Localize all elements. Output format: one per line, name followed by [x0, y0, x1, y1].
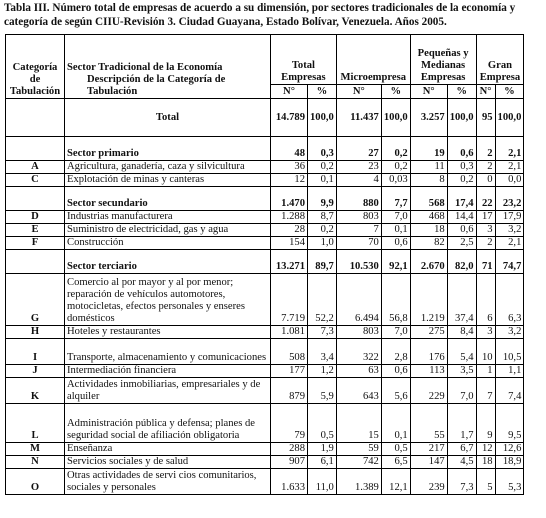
micro-n: 7 — [336, 224, 381, 237]
pym-pct: 17,4 — [447, 187, 476, 211]
total-n: 79 — [271, 404, 308, 443]
row-code: O — [6, 469, 65, 495]
gran-n: 22 — [476, 187, 495, 211]
row-code: E — [6, 224, 65, 237]
pym-n: 11 — [410, 161, 447, 174]
micro-n: 27 — [336, 137, 381, 161]
row-description: Administración pública y defensa; planes de seguridad social de afiliación obligatoria — [65, 404, 271, 443]
row-code — [6, 137, 65, 161]
total-pct: 0,1 — [308, 174, 337, 187]
pym-n: 82 — [410, 237, 447, 250]
pym-pct: 7,3 — [447, 469, 476, 495]
table-row — [6, 378, 524, 404]
row-code: I — [6, 339, 65, 365]
gran-pct: 3,2 — [495, 224, 524, 237]
total-n: 288 — [271, 443, 308, 456]
header-n: N° — [410, 85, 447, 99]
row-description: Actividades inmobiliarias, empresariales y de alquiler — [65, 378, 271, 404]
total-pct: 1,0 — [308, 237, 337, 250]
total-pct: 0,5 — [308, 404, 337, 443]
pym-pct: 0,3 — [447, 161, 476, 174]
row-code: N — [6, 456, 65, 469]
gran-n: 12 — [476, 443, 495, 456]
total-n: 14.789 — [271, 99, 308, 137]
header-n: N° — [476, 85, 495, 99]
gran-pct: 2,1 — [495, 237, 524, 250]
total-pct: 52,2 — [308, 274, 337, 326]
table-row — [6, 237, 524, 250]
gran-n: 5 — [476, 469, 495, 495]
row-description: Sector secundario — [65, 187, 271, 211]
pym-n: 1.219 — [410, 274, 447, 326]
row-description: Comercio al por mayor y al por menor; reparación de vehículos automotores, motocicletas, efectos personales y enseres domésticos — [65, 274, 271, 326]
header-pct: % — [495, 85, 524, 99]
total-pct: 89,7 — [308, 250, 337, 274]
pym-pct: 4,5 — [447, 456, 476, 469]
table-row — [6, 469, 524, 495]
row-code: J — [6, 365, 65, 378]
gran-n: 10 — [476, 339, 495, 365]
row-description: Otras actividades de servi cios comunitarios, sociales y personales — [65, 469, 271, 495]
total-n: 13.271 — [271, 250, 308, 274]
table-row — [6, 339, 524, 365]
row-code: H — [6, 326, 65, 339]
pym-n: 147 — [410, 456, 447, 469]
row-description: Servicios sociales y de salud — [65, 456, 271, 469]
pym-pct: 7,0 — [447, 378, 476, 404]
total-n: 12 — [271, 174, 308, 187]
total-n: 28 — [271, 224, 308, 237]
gran-n: 7 — [476, 378, 495, 404]
header-sector — [65, 35, 271, 99]
pym-n: 55 — [410, 404, 447, 443]
header-sector-line1: Sector Tradicional de la Economía — [67, 62, 223, 73]
pym-n: 3.257 — [410, 99, 447, 137]
total-n: 7.719 — [271, 274, 308, 326]
row-description: Construcción — [65, 237, 271, 250]
gran-pct: 0,0 — [495, 174, 524, 187]
row-description: Sector terciario — [65, 250, 271, 274]
pym-n: 568 — [410, 187, 447, 211]
micro-n: 59 — [336, 443, 381, 456]
table-row — [6, 365, 524, 378]
micro-pct: 0,6 — [381, 237, 410, 250]
micro-n: 880 — [336, 187, 381, 211]
micro-n: 4 — [336, 174, 381, 187]
total-pct: 7,3 — [308, 326, 337, 339]
row-code: D — [6, 211, 65, 224]
total-pct: 5,9 — [308, 378, 337, 404]
pym-n: 229 — [410, 378, 447, 404]
gran-pct: 5,3 — [495, 469, 524, 495]
gran-n: 9 — [476, 404, 495, 443]
gran-n: 2 — [476, 161, 495, 174]
gran-n: 95 — [476, 99, 495, 137]
gran-pct: 7,4 — [495, 378, 524, 404]
micro-pct: 100,0 — [381, 99, 410, 137]
micro-pct: 5,6 — [381, 378, 410, 404]
gran-pct: 100,0 — [495, 99, 524, 137]
pym-n: 113 — [410, 365, 447, 378]
total-pct: 0,2 — [308, 224, 337, 237]
total-n: 1.633 — [271, 469, 308, 495]
micro-pct: 12,1 — [381, 469, 410, 495]
header-n: N° — [336, 85, 381, 99]
micro-n: 10.530 — [336, 250, 381, 274]
row-description: Hoteles y restaurantes — [65, 326, 271, 339]
row-description: Total — [65, 99, 271, 137]
table-row — [6, 174, 524, 187]
header-gran: Gran Empresa — [476, 35, 524, 85]
row-code: F — [6, 237, 65, 250]
micro-pct: 0,1 — [381, 224, 410, 237]
table-row — [6, 443, 524, 456]
gran-pct: 1,1 — [495, 365, 524, 378]
pym-n: 176 — [410, 339, 447, 365]
micro-n: 803 — [336, 211, 381, 224]
total-pct: 1,9 — [308, 443, 337, 456]
pym-n: 8 — [410, 174, 447, 187]
gran-n: 17 — [476, 211, 495, 224]
pym-pct: 0,2 — [447, 174, 476, 187]
pym-n: 18 — [410, 224, 447, 237]
row-description: Suministro de electricidad, gas y agua — [65, 224, 271, 237]
pym-n: 275 — [410, 326, 447, 339]
pym-n: 468 — [410, 211, 447, 224]
table-row-sector — [6, 187, 524, 211]
header-pct: % — [447, 85, 476, 99]
pym-pct: 3,5 — [447, 365, 476, 378]
data-table — [5, 34, 524, 495]
gran-pct: 12,6 — [495, 443, 524, 456]
table-row — [6, 456, 524, 469]
row-description: Explotación de minas y canteras — [65, 174, 271, 187]
pym-pct: 100,0 — [447, 99, 476, 137]
micro-pct: 92,1 — [381, 250, 410, 274]
table-row-total — [6, 99, 524, 137]
total-n: 1.470 — [271, 187, 308, 211]
header-pym: Pequeñas y Medianas Empresas — [410, 35, 476, 85]
row-code: L — [6, 404, 65, 443]
micro-n: 11.437 — [336, 99, 381, 137]
header-total: Total Empresas — [271, 35, 337, 85]
pym-n: 217 — [410, 443, 447, 456]
row-code: K — [6, 378, 65, 404]
total-pct: 3,4 — [308, 339, 337, 365]
gran-n: 3 — [476, 326, 495, 339]
total-pct: 1,2 — [308, 365, 337, 378]
pym-pct: 8,4 — [447, 326, 476, 339]
table-row-sector — [6, 250, 524, 274]
gran-n: 1 — [476, 365, 495, 378]
micro-pct: 7,0 — [381, 326, 410, 339]
micro-n: 70 — [336, 237, 381, 250]
micro-n: 23 — [336, 161, 381, 174]
gran-n: 2 — [476, 137, 495, 161]
table-row — [6, 404, 524, 443]
micro-pct: 0,03 — [381, 174, 410, 187]
gran-pct: 18,9 — [495, 456, 524, 469]
total-n: 1.081 — [271, 326, 308, 339]
gran-pct: 6,3 — [495, 274, 524, 326]
micro-pct: 6,5 — [381, 456, 410, 469]
gran-n: 6 — [476, 274, 495, 326]
header-categoria: Categoría de Tabulación — [6, 35, 65, 99]
total-n: 48 — [271, 137, 308, 161]
gran-pct: 2,1 — [495, 161, 524, 174]
total-n: 907 — [271, 456, 308, 469]
row-code: C — [6, 174, 65, 187]
gran-pct: 74,7 — [495, 250, 524, 274]
table-row — [6, 211, 524, 224]
table-row-sector — [6, 137, 524, 161]
gran-n: 2 — [476, 237, 495, 250]
micro-pct: 0,5 — [381, 443, 410, 456]
pym-pct: 82,0 — [447, 250, 476, 274]
micro-n: 6.494 — [336, 274, 381, 326]
row-description: Sector primario — [65, 137, 271, 161]
gran-pct: 10,5 — [495, 339, 524, 365]
header-sector-line2: Descripción de la Categoría de Tabulación — [87, 74, 226, 97]
micro-pct: 0,2 — [381, 137, 410, 161]
total-n: 36 — [271, 161, 308, 174]
header-pct: % — [381, 85, 410, 99]
gran-n: 18 — [476, 456, 495, 469]
pym-pct: 0,6 — [447, 224, 476, 237]
total-pct: 11,0 — [308, 469, 337, 495]
table-row — [6, 161, 524, 174]
total-pct: 6,1 — [308, 456, 337, 469]
row-code — [6, 187, 65, 211]
gran-n: 71 — [476, 250, 495, 274]
micro-pct: 2,8 — [381, 339, 410, 365]
total-n: 879 — [271, 378, 308, 404]
total-pct: 0,2 — [308, 161, 337, 174]
total-pct: 9,9 — [308, 187, 337, 211]
micro-n: 15 — [336, 404, 381, 443]
gran-n: 3 — [476, 224, 495, 237]
pym-pct: 2,5 — [447, 237, 476, 250]
micro-n: 1.389 — [336, 469, 381, 495]
gran-pct: 23,2 — [495, 187, 524, 211]
micro-pct: 0,2 — [381, 161, 410, 174]
micro-n: 742 — [336, 456, 381, 469]
micro-pct: 56,8 — [381, 274, 410, 326]
total-n: 177 — [271, 365, 308, 378]
pym-n: 239 — [410, 469, 447, 495]
pym-pct: 6,7 — [447, 443, 476, 456]
total-n: 1.288 — [271, 211, 308, 224]
gran-pct: 17,9 — [495, 211, 524, 224]
total-n: 508 — [271, 339, 308, 365]
micro-pct: 0,6 — [381, 365, 410, 378]
row-description: Intermediación financiera — [65, 365, 271, 378]
row-description: Agricultura, ganadería, caza y silvicultura — [65, 161, 271, 174]
pym-n: 19 — [410, 137, 447, 161]
micro-n: 643 — [336, 378, 381, 404]
total-pct: 0,3 — [308, 137, 337, 161]
pym-pct: 1,7 — [447, 404, 476, 443]
micro-n: 803 — [336, 326, 381, 339]
micro-pct: 0,1 — [381, 404, 410, 443]
pym-pct: 14,4 — [447, 211, 476, 224]
row-description: Enseñanza — [65, 443, 271, 456]
header-micro: Microempresa — [336, 35, 410, 85]
table-caption: Tabla III. Número total de empresas de acuerdo a su dimensión, por sectores tradicionales de la economía y categoría de según CIIU-Revisión 3. Ciudad Guayana, Estado Bolívar, Venezuela. Años 2005. — [4, 2, 516, 28]
total-pct: 8,7 — [308, 211, 337, 224]
micro-n: 63 — [336, 365, 381, 378]
gran-pct: 3,2 — [495, 326, 524, 339]
row-code — [6, 99, 65, 137]
row-code: A — [6, 161, 65, 174]
micro-n: 322 — [336, 339, 381, 365]
micro-pct: 7,7 — [381, 187, 410, 211]
row-code — [6, 250, 65, 274]
table-row — [6, 274, 524, 326]
row-code: M — [6, 443, 65, 456]
pym-pct: 0,6 — [447, 137, 476, 161]
gran-pct: 9,5 — [495, 404, 524, 443]
header-n: N° — [271, 85, 308, 99]
header-pct: % — [308, 85, 337, 99]
total-pct: 100,0 — [308, 99, 337, 137]
micro-pct: 7,0 — [381, 211, 410, 224]
pym-pct: 5,4 — [447, 339, 476, 365]
gran-n: 0 — [476, 174, 495, 187]
row-code: G — [6, 274, 65, 326]
table-row — [6, 224, 524, 237]
table-row — [6, 326, 524, 339]
total-n: 154 — [271, 237, 308, 250]
row-description: Transporte, almacenamiento y comunicaciones — [65, 339, 271, 365]
pym-n: 2.670 — [410, 250, 447, 274]
gran-pct: 2,1 — [495, 137, 524, 161]
pym-pct: 37,4 — [447, 274, 476, 326]
row-description: Industrias manufacturera — [65, 211, 271, 224]
